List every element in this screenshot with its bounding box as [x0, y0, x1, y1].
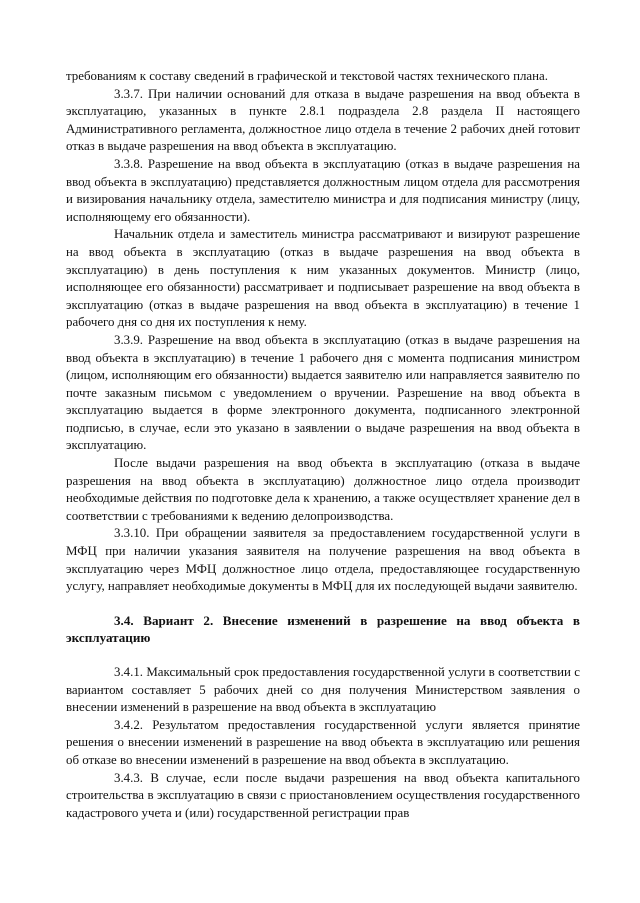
section-heading: 3.4. Вариант 2. Внесение изменений в разрешение на ввод объекта в эксплуатацию — [66, 612, 580, 646]
paragraph: 3.4.1. Максимальный срок предоставления государственной услуги в соответствии с вариантом составляет 5 рабочих дней со дня получения Министерством заявления о внесении изменений в разрешение на ввод объекта в эксплуатацию — [66, 665, 580, 715]
paragraph: требованиям к составу сведений в графической и текстовой частях технического плана. — [66, 69, 548, 83]
paragraph: 3.3.7. При наличии оснований для отказа в выдаче разрешения на ввод объекта в эксплуатацию, указанных в пункте 2.8.1 подраздела 2.8 раздела II настоящего Административного регламента, должностное лицо отдела в течение 2 рабочих дней готовит отказ в выдаче разрешения на ввод объекта в эксплуатацию. — [66, 86, 580, 154]
paragraph: 3.3.10. При обращении заявителя за предоставлением государственной услуги в МФЦ при наличии указания заявителя на получение разрешения на ввод объекта в эксплуатацию через МФЦ должностное лицо отдела, предоставляющее государственную услугу, направляет необходимые документы в МФЦ для их последующей выдачи заявителю. — [66, 526, 580, 594]
paragraph: 3.4.3. В случае, если после выдачи разрешения на ввод объекта капитального строительства в эксплуатацию в связи с приостановлением осуществления государственного кадастрового учета и (или) государственной регистрации прав — [66, 770, 580, 820]
paragraph: Начальник отдела и заместитель министра рассматривают и визируют разрешение на ввод объекта в эксплуатацию (отказ в выдаче разрешения на ввод объекта в эксплуатацию) в день поступления к ним указанных документов. Министр (лицо, исполняющее его обязанности) рассматривает и подписывает разрешение на ввод объекта в эксплуатацию (отказ в выдаче разрешения на ввод объекта в эксплуатацию) в течение 1 рабочего дня со дня их поступления к нему. — [66, 227, 580, 330]
paragraph: 3.3.9. Разрешение на ввод объекта в эксплуатацию (отказ в выдаче разрешения на ввод объекта в эксплуатацию) в течение 1 рабочего дня с момента подписания министром (лицом, исполняющим его обязанности) выдается заявителю или направляется заявителю по почте заказным письмом с уведомлением о вручении. Разрешение на ввод объекта в эксплуатацию выдается в форме электронного документа, подписанного электронной подписью, в случае, если это указано в заявлении о выдаче разрешения на ввод объекта в эксплуатацию. — [66, 332, 580, 453]
document-page — [66, 68, 580, 822]
paragraph: После выдачи разрешения на ввод объекта в эксплуатацию (отказа в выдаче разрешения на ввод объекта в эксплуатацию) должностное лицо отдела производит необходимые действия по подготовке дела к хранению, а также осуществляет хранение дел в соответствии с требованиями к ведению делопроизводства. — [66, 456, 580, 523]
paragraph: 3.4.2. Результатом предоставления государственной услуги является принятие решения о внесении изменений в разрешение на ввод объекта в эксплуатацию или решения об отказе во внесении изменений в разрешение на ввод объекта в эксплуатацию. — [66, 717, 580, 767]
paragraphs-after — [66, 664, 580, 822]
paragraphs-before — [66, 68, 580, 596]
paragraph: 3.3.8. Разрешение на ввод объекта в эксплуатацию (отказ в выдаче разрешения на ввод объекта в эксплуатацию) представляется должностным лицом отдела для рассмотрения и визирования начальнику отдела, заместителю министра и для подписания министру (лицу, исполняющему его обязанности). — [66, 156, 580, 224]
